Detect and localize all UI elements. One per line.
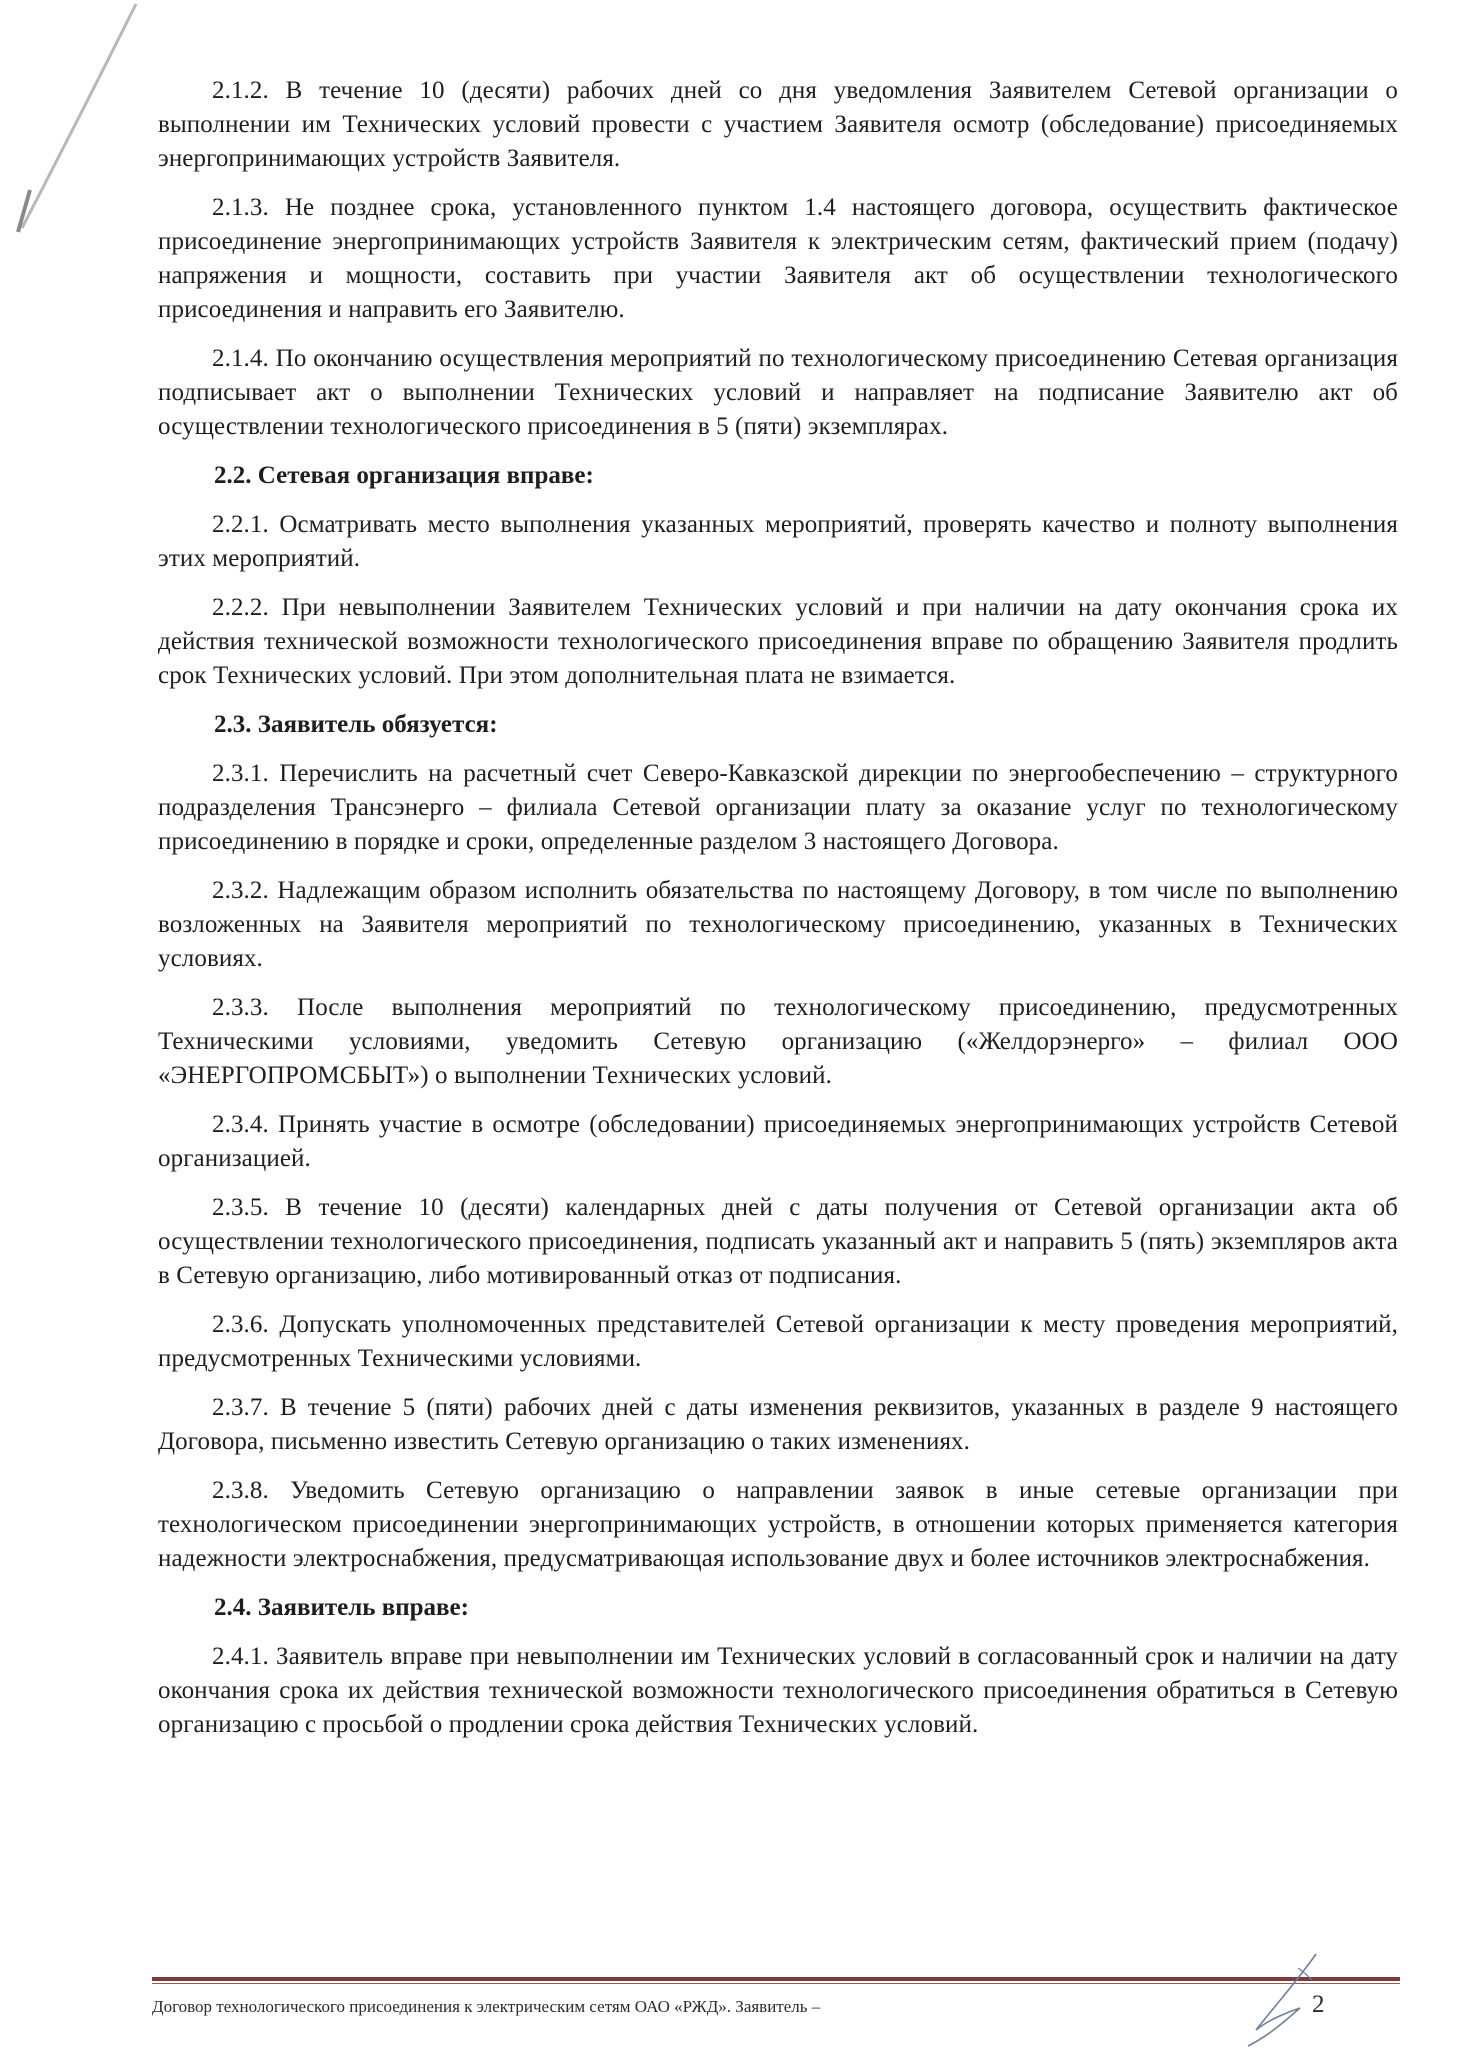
document-body xyxy=(158,74,1398,1757)
clause-2-3-1: 2.3.1. Перечислить на расчетный счет Северо-Кавказской дирекции по энергообеспечению – структурного подразделения Трансэнерго – филиала Сетевой организации плату за оказание услуг по технологическому присоединению в порядке и сроки, определенные разделом 3 настоящего Договора. xyxy=(158,760,1398,855)
section-heading-2-2: 2.2. Сетевая организация вправе: xyxy=(214,462,594,489)
section-heading-2-3: 2.3. Заявитель обязуется: xyxy=(214,711,498,738)
clause-2-3-3: 2.3.3. После выполнения мероприятий по технологическому присоединению, предусмотренных Техническими условиями, уведомить Сетевую организацию («Желдорэнерго» – филиал ООО «ЭНЕРГОПРОМСБЫТ») о выполнении Технических условий. xyxy=(158,994,1398,1089)
clause-2-4-1: 2.4.1. Заявитель вправе при невыполнении им Технических условий в согласованный срок и наличии на дату окончания срока их действия технической возможности технологического присоединения обратиться в Сетевую организацию с просьбой о продлении срока действия Технических условий. xyxy=(158,1643,1398,1738)
footer-rule-thin xyxy=(152,1983,1400,1984)
page-number: 2 xyxy=(1312,1991,1325,2018)
clause-2-2-1: 2.2.1. Осматривать место выполнения указанных мероприятий, проверять качество и полноту выполнения этих мероприятий. xyxy=(158,511,1398,572)
clause-2-2-2: 2.2.2. При невыполнении Заявителем Технических условий и при наличии на дату окончания срока их действия технической возможности технологического присоединения вправе по обращению Заявителя продлить срок Технических условий. При этом дополнительная плата не взимается. xyxy=(158,594,1398,689)
footer-rule xyxy=(152,1977,1400,1981)
clause-2-3-2: 2.3.2. Надлежащим образом исполнить обязательства по настоящему Договору, в том числе по выполнению возложенных на Заявителя мероприятий по технологическому присоединению, указанных в Технических условиях. xyxy=(158,877,1398,972)
clause-2-3-6: 2.3.6. Допускать уполномоченных представителей Сетевой организации к месту проведения мероприятий, предусмотренных Техническими условиями. xyxy=(158,1311,1398,1372)
clause-2-3-4: 2.3.4. Принять участие в осмотре (обследовании) присоединяемых энергопринимающих устройств Сетевой организацией. xyxy=(158,1111,1398,1172)
section-heading-2-4: 2.4. Заявитель вправе: xyxy=(214,1594,469,1621)
scan-edge-mark xyxy=(8,0,138,240)
clause-2-3-7: 2.3.7. В течение 5 (пяти) рабочих дней с даты изменения реквизитов, указанных в разделе 9 настоящего Договора, письменно известить Сетевую организацию о таких изменениях. xyxy=(158,1394,1398,1455)
clause-2-1-2: 2.1.2. В течение 10 (десяти) рабочих дней со дня уведомления Заявителем Сетевой организации о выполнении им Технических условий провести с участием Заявителя осмотр (обследование) присоединяемых энергопринимающих устройств Заявителя. xyxy=(158,77,1398,172)
clause-2-3-5: 2.3.5. В течение 10 (десяти) календарных дней с даты получения от Сетевой организации акта об осуществлении технологического присоединения, подписать указанный акт и направить 5 (пять) экземпляров акта в Сетевую организацию, либо мотивированный отказ от подписания. xyxy=(158,1194,1398,1289)
clause-2-1-3: 2.1.3. Не позднее срока, установленного пунктом 1.4 настоящего договора, осуществить фактическое присоединение энергопринимающих устройств Заявителя к электрическим сетям, фактический прием (подачу) напряжения и мощности, составить при участии Заявителя акт об осуществлении технологического присоединения и направить его Заявителю. xyxy=(158,194,1398,323)
clause-2-1-4: 2.1.4. По окончанию осуществления мероприятий по технологическому присоединению Сетевая организация подписывает акт о выполнении Технических условий и направляет на подписание Заявителю акт об осуществлении технологического присоединения в 5 (пяти) экземплярах. xyxy=(158,345,1398,440)
clause-2-3-8: 2.3.8. Уведомить Сетевую организацию о направлении заявок в иные сетевые организации при технологическом присоединении энергопринимающих устройств, в отношении которых применяется категория надежности электроснабжения, предусматривающая использование двух и более источников электроснабжения. xyxy=(158,1477,1398,1572)
footer-text: Договор технологического присоединения к электрическим сетям ОАО «РЖД». Заявитель – xyxy=(152,1997,821,2016)
